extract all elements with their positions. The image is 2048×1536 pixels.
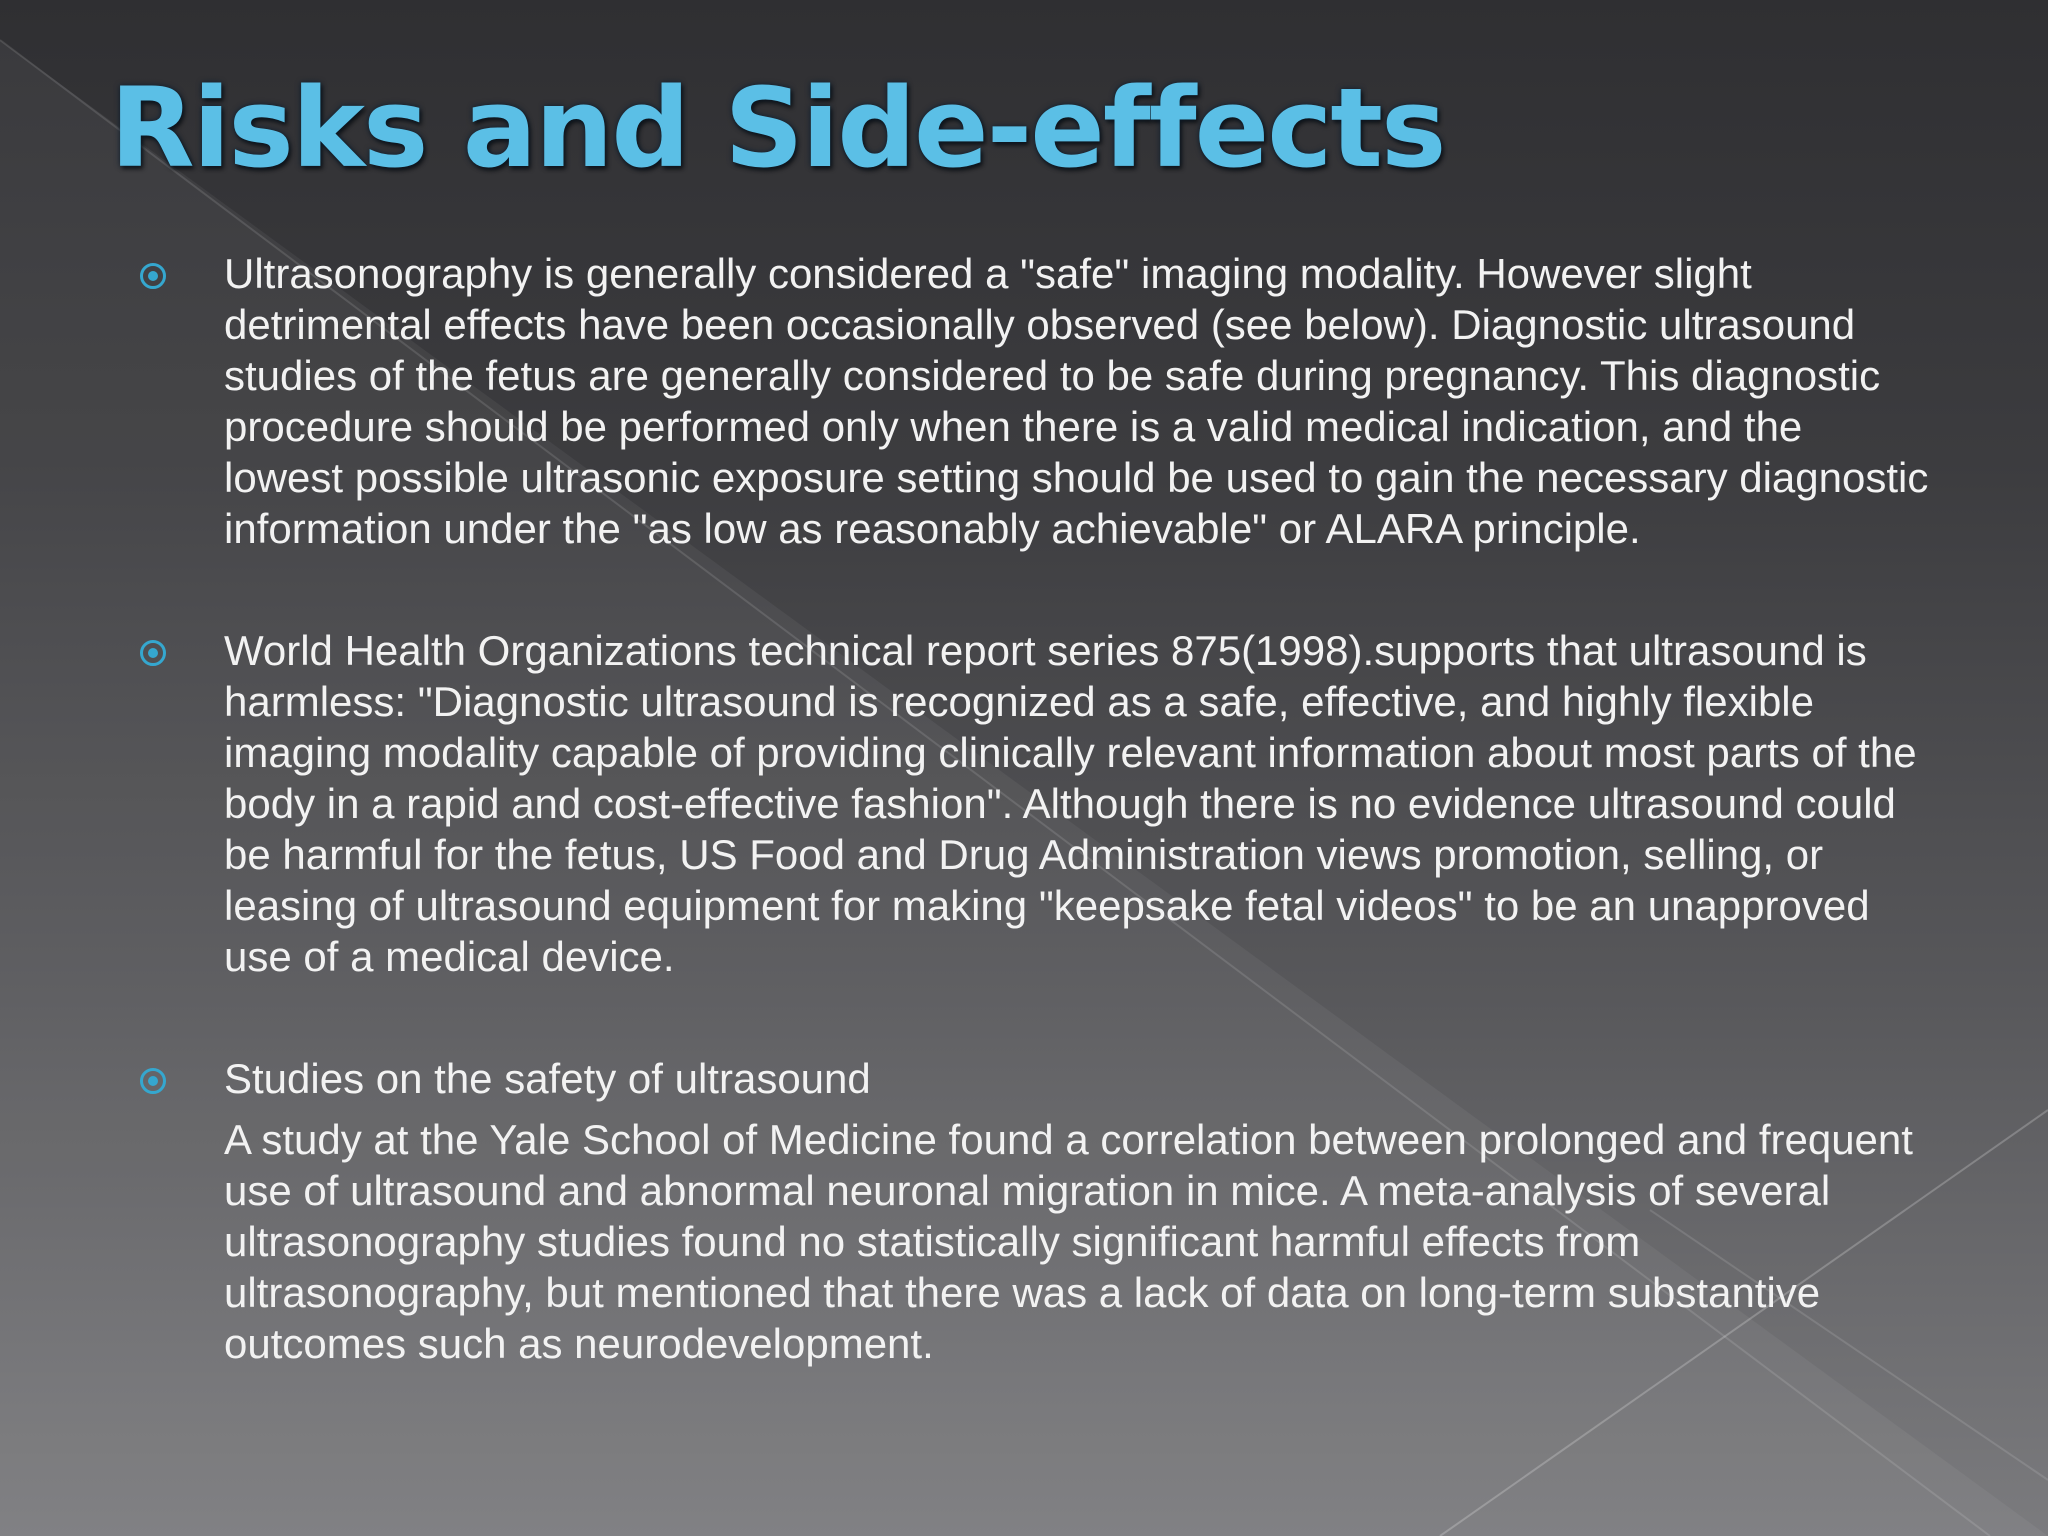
- bullet-subtext: A study at the Yale School of Medicine found a correlation between prolonged and frequent use of ultrasound and abnormal neuronal migration in mice. A meta-analysis of several ultrasonography studies found no statistically significant harmful effects from ultrasonography, but mentioned that there was a lack of data on long-term substantive outcomes such as neurodevelopment.: [224, 1116, 1913, 1367]
- circle-dot-bullet-icon: [140, 640, 166, 666]
- circle-dot-bullet-icon: [140, 263, 166, 289]
- bullet-heading: Studies on the safety of ultrasound: [224, 1055, 871, 1102]
- bullet-text: World Health Organizations technical report series 875(1998).supports that ultrasound is harmless: "Diagnostic ultrasound is recognized as a safe, effective, and highly flexible imaging modality capable of providing clinically relevant information about most parts of the body in a rapid and cost-effective fashion". Although there is no evidence ultrasound could be harmful for the fetus, US Food and Drug Administration views promotion, selling, or leasing of ultrasound equipment for making "keepsake fetal videos" to be an unapproved use of a medical device.: [224, 627, 1917, 980]
- circle-dot-bullet-icon: [140, 1068, 166, 1094]
- bullet-item: [140, 1053, 1930, 1369]
- slide-title: Risks and Side-effects: [110, 64, 1445, 192]
- bullet-item: [140, 625, 1930, 982]
- bullet-item: [140, 248, 1930, 554]
- bullet-text: Ultrasonography is generally considered a "safe" imaging modality. However slight detrimental effects have been occasionally observed (see below). Diagnostic ultrasound studies of the fetus are generally considered to be safe during pregnancy. This diagnostic procedure should be performed only when there is a valid medical indication, and the lowest possible ultrasonic exposure setting should be used to gain the necessary diagnostic information under the "as low as reasonably achievable" or ALARA principle.: [224, 250, 1929, 552]
- bullet-list: [140, 248, 1930, 1369]
